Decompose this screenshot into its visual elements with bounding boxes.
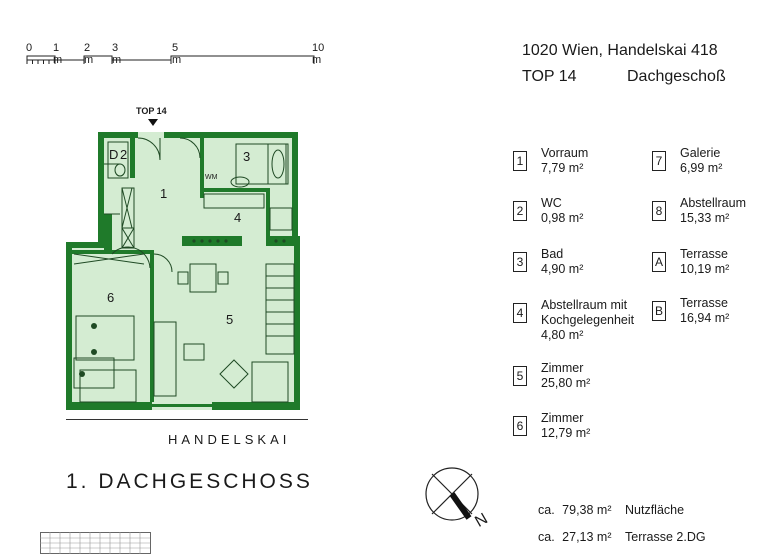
plan-drawing xyxy=(60,104,310,424)
room-number-box: B xyxy=(652,301,666,321)
compass-north-label: N xyxy=(472,510,491,531)
room-number-box: 8 xyxy=(652,201,666,221)
plan-wm-label: WM xyxy=(205,174,218,181)
total-prefix: ca. xyxy=(538,503,555,517)
plan-label-d: D xyxy=(109,147,119,162)
room-area: 12,79 m² xyxy=(541,426,591,440)
room-name: Abstellraum xyxy=(680,196,746,210)
plan-room-2: 2 xyxy=(120,147,128,162)
room-number-box: A xyxy=(652,252,666,272)
scale-label-3m: 3 m xyxy=(112,42,122,66)
room-area: 25,80 m² xyxy=(541,376,591,390)
room-number-box: 2 xyxy=(513,201,527,221)
room-area: 4,80 m² xyxy=(541,328,584,342)
plan-room-5: 5 xyxy=(226,312,234,327)
total-prefix: ca. xyxy=(538,530,555,544)
room-area: 0,98 m² xyxy=(541,211,584,225)
total-label: Nutzfläche xyxy=(625,503,685,517)
plan-room-1: 1 xyxy=(160,186,168,201)
room-entry-b xyxy=(652,296,729,326)
room-entry-7 xyxy=(652,146,722,176)
total-usable xyxy=(538,503,684,517)
room-name: Zimmer xyxy=(541,411,584,425)
plan-room-3: 3 xyxy=(243,149,251,164)
room-area: 4,90 m² xyxy=(541,262,584,276)
scale-label-2m: 2 m xyxy=(84,42,94,66)
room-entry-2 xyxy=(513,196,583,226)
plan-room-4: 4 xyxy=(234,210,242,225)
floor-type: Dachgeschoß xyxy=(627,68,726,85)
room-number-box: 4 xyxy=(513,303,527,323)
room-name: Zimmer xyxy=(541,361,584,375)
room-name: Bad xyxy=(541,247,564,261)
scale-label-5m: 5 m xyxy=(172,42,182,66)
room-name: Terrasse xyxy=(680,296,728,310)
room-area: 6,99 m² xyxy=(680,161,723,175)
room-name: WC xyxy=(541,196,562,210)
room-number-box: 3 xyxy=(513,252,527,272)
top-number: TOP 14 xyxy=(522,68,577,85)
room-area: 10,19 m² xyxy=(680,262,730,276)
floor-plan xyxy=(60,104,310,424)
room-entry-1 xyxy=(513,146,588,176)
room-number-box: 1 xyxy=(513,151,527,171)
scale-bar-graphic xyxy=(24,54,324,66)
total-value: 27,13 m² xyxy=(562,530,612,544)
room-number-box: 5 xyxy=(513,366,527,386)
hatch-preview xyxy=(40,532,152,554)
room-entry-4 xyxy=(513,298,634,343)
scale-label-1m: 1 m xyxy=(53,42,63,66)
room-area: 7,79 m² xyxy=(541,161,584,175)
room-entry-5 xyxy=(513,361,590,391)
scale-label-0: 0 xyxy=(26,42,33,54)
compass-icon xyxy=(414,456,504,540)
address: 1020 Wien, Handelskai 418 xyxy=(522,42,718,59)
room-area: 16,94 m² xyxy=(680,311,730,325)
street-line xyxy=(66,419,308,420)
room-entry-a xyxy=(652,247,729,277)
floor-title: 1. DACHGESCHOSS xyxy=(66,470,313,493)
room-number-box: 6 xyxy=(513,416,527,436)
total-label: Terrasse 2.DG xyxy=(625,530,706,544)
room-name: Abstellraum mit xyxy=(541,298,628,312)
room-entry-3 xyxy=(513,247,583,277)
room-entry-8 xyxy=(652,196,746,226)
room-name-line2: Kochgelegenheit xyxy=(541,313,635,327)
scale-label-10m: 10 m xyxy=(312,42,325,66)
total-value: 79,38 m² xyxy=(562,503,612,517)
plan-room-6: 6 xyxy=(107,290,115,305)
total-terrace xyxy=(538,530,706,544)
room-entry-6 xyxy=(513,411,590,441)
room-name: Vorraum xyxy=(541,146,589,160)
room-area: 15,33 m² xyxy=(680,211,730,225)
room-number-box: 7 xyxy=(652,151,666,171)
street-label: HANDELSKAI xyxy=(168,432,291,447)
room-name: Terrasse xyxy=(680,247,728,261)
entry-label: TOP 14 xyxy=(136,106,167,116)
room-name: Galerie xyxy=(680,146,721,160)
